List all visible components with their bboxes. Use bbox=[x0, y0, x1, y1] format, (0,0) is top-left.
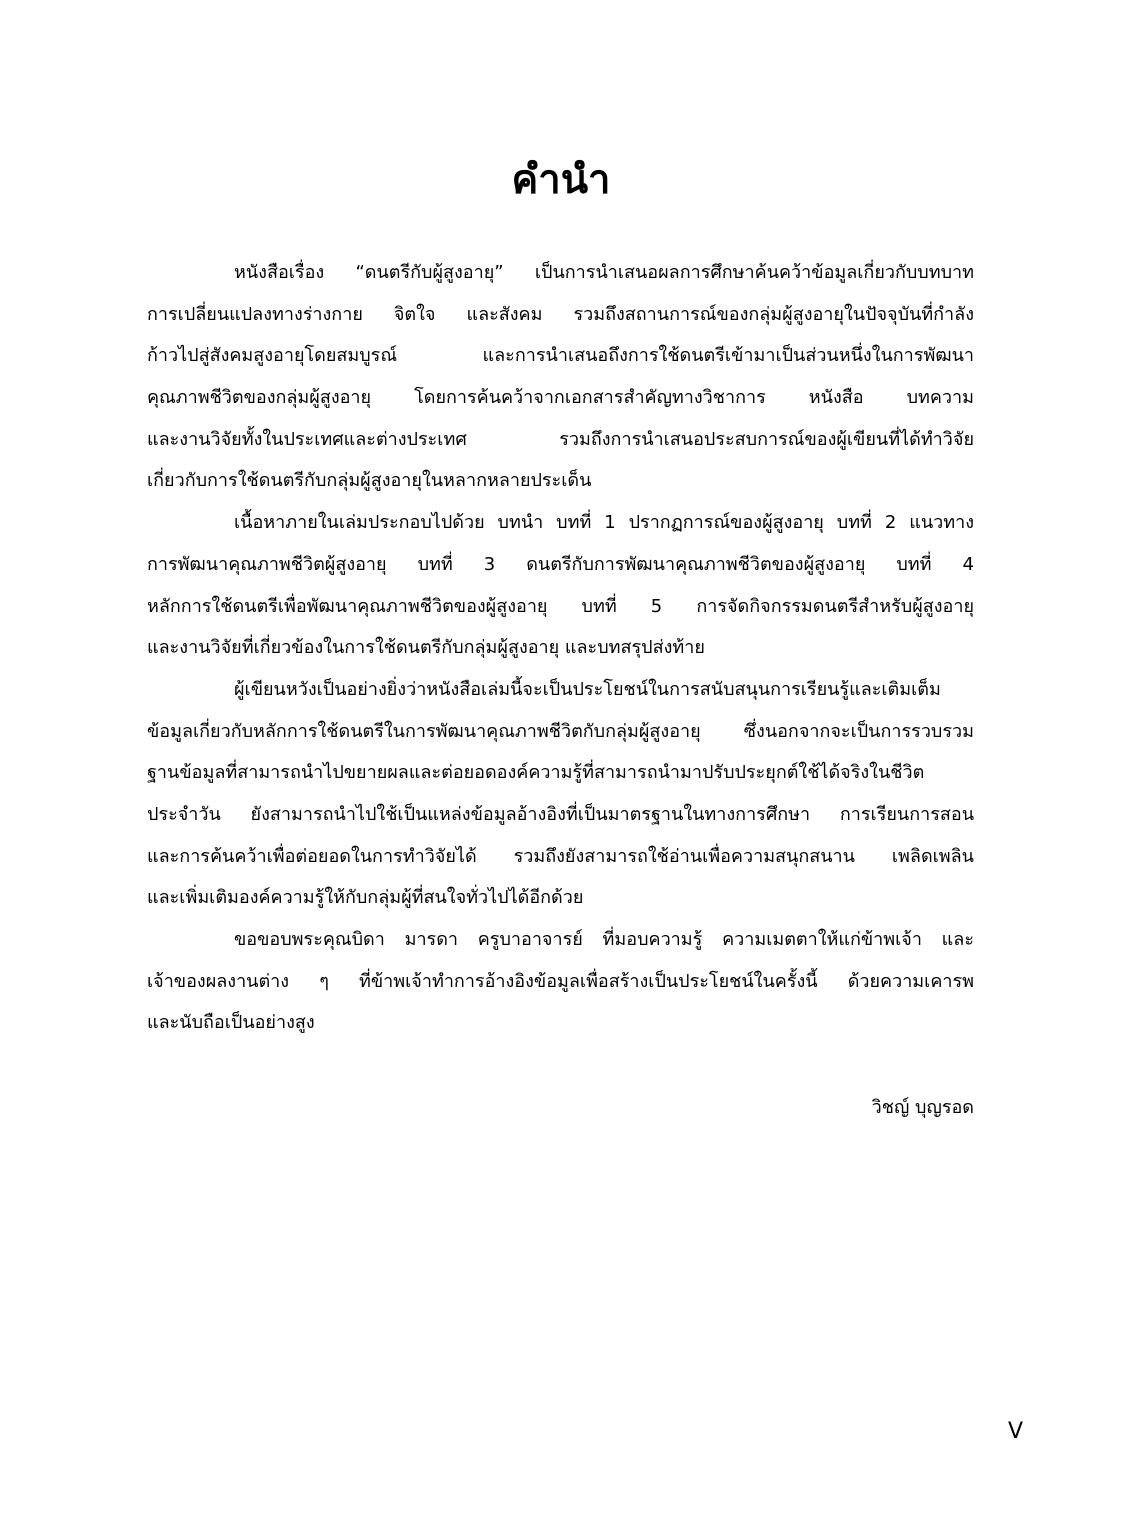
text-line: หลักการใช้ดนตรีเพื่อพัฒนาคุณภาพชีวิตของผู้สูงอายุ บทที่ 5 การจัดกิจกรรมดนตรีสำหรับผู้สูงอายุ bbox=[147, 595, 974, 617]
text-line: และนับถือเป็นอย่างสูง bbox=[147, 1012, 315, 1034]
text-line: และงานวิจัยทั้งในประเทศและต่างประเทศ รวมถึงการนำเสนอประสบการณ์ของผู้เขียนที่ได้ทำวิจัย bbox=[147, 428, 974, 450]
author-signature: วิชญ์ บุญรอด bbox=[871, 1097, 974, 1118]
text-line: ประจำวัน ยังสามารถนำไปใช้เป็นแหล่งข้อมูลอ้างอิงที่เป็นมาตรฐานในทางการศึกษา การเรียนการสอน bbox=[147, 803, 974, 825]
paragraph-1 bbox=[147, 252, 974, 502]
text-line: และการค้นคว้าเพื่อต่อยอดในการทำวิจัยได้ รวมถึงยังสามารถใช้อ่านเพื่อความสนุกสนาน เพลิดเพลิน bbox=[147, 845, 974, 867]
text-line: ขอขอบพระคุณบิดา มารดา ครูบาอาจารย์ ที่มอบความรู้ ความเมตตาให้แก่ข้าพเจ้า และ bbox=[234, 929, 974, 950]
body-text bbox=[147, 252, 974, 1044]
text-line: ก้าวไปสู่สังคมสูงอายุโดยสมบูรณ์ และการนำเสนอถึงการใช้ดนตรีเข้ามาเป็นส่วนหนึ่งในการพัฒนา bbox=[147, 345, 974, 367]
text-line: และเพิ่มเติมองค์ความรู้ให้กับกลุ่มผู้ที่สนใจทั่วไปได้อีกด้วย bbox=[147, 887, 584, 909]
text-line: การเปลี่ยนแปลงทางร่างกาย จิตใจ และสังคม รวมถึงสถานการณ์ของกลุ่มผู้สูงอายุในปัจจุบันที่กำลัง bbox=[147, 303, 974, 325]
text-line: หนังสือเรื่อง “ดนตรีกับผู้สูงอายุ” เป็นการนำเสนอผลการศึกษาค้นคว้าข้อมูลเกี่ยวกับบทบาท bbox=[234, 262, 974, 283]
page-number: V bbox=[1007, 1419, 1023, 1444]
text-line: ผู้เขียนหวังเป็นอย่างยิ่งว่าหนังสือเล่มนี้จะเป็นประโยชน์ในการสนับสนุนการเรียนรู้และเติมเต็ม bbox=[234, 678, 941, 700]
text-line: ฐานข้อมูลที่สามารถนำไปขยายผลและต่อยอดองค์ความรู้ที่สามารถนำมาปรับประยุกต์ใช้ได้จริงในชีวิต bbox=[147, 762, 925, 784]
paragraph-2 bbox=[147, 502, 974, 669]
text-line: เนื้อหาภายในเล่มประกอบไปด้วย บทนำ บทที่ 1 ปรากฏการณ์ของผู้สูงอายุ บทที่ 2 แนวทาง bbox=[234, 512, 974, 534]
text-line: เจ้าของผลงานต่าง ๆ ที่ข้าพเจ้าทำการอ้างอิงข้อมูลเพื่อสร้างเป็นประโยชน์ในครั้งนี้ ด้วยความเคารพ bbox=[147, 970, 974, 992]
paragraph-4 bbox=[147, 919, 974, 1044]
text-line: และงานวิจัยที่เกี่ยวข้องในการใช้ดนตรีกับกลุ่มผู้สูงอายุ และบทสรุปส่งท้าย bbox=[147, 637, 705, 659]
text-line: การพัฒนาคุณภาพชีวิตผู้สูงอายุ บทที่ 3 ดนตรีกับการพัฒนาคุณภาพชีวิตของผู้สูงอายุ บทที่ 4 bbox=[147, 553, 974, 575]
text-line: เกี่ยวกับการใช้ดนตรีกับกลุ่มผู้สูงอายุในหลากหลายประเด็น bbox=[147, 470, 592, 492]
text-line: ข้อมูลเกี่ยวกับหลักการใช้ดนตรีในการพัฒนาคุณภาพชีวิตกับกลุ่มผู้สูงอายุ ซึ่งนอกจากจะเป็นการรวบรวม bbox=[147, 720, 974, 742]
page-title: คำนำ bbox=[511, 157, 611, 203]
text-line: คุณภาพชีวิตของกลุ่มผู้สูงอายุ โดยการค้นคว้าจากเอกสารสำคัญทางวิชาการ หนังสือ บทความ bbox=[147, 387, 974, 409]
paragraph-3 bbox=[147, 669, 974, 919]
